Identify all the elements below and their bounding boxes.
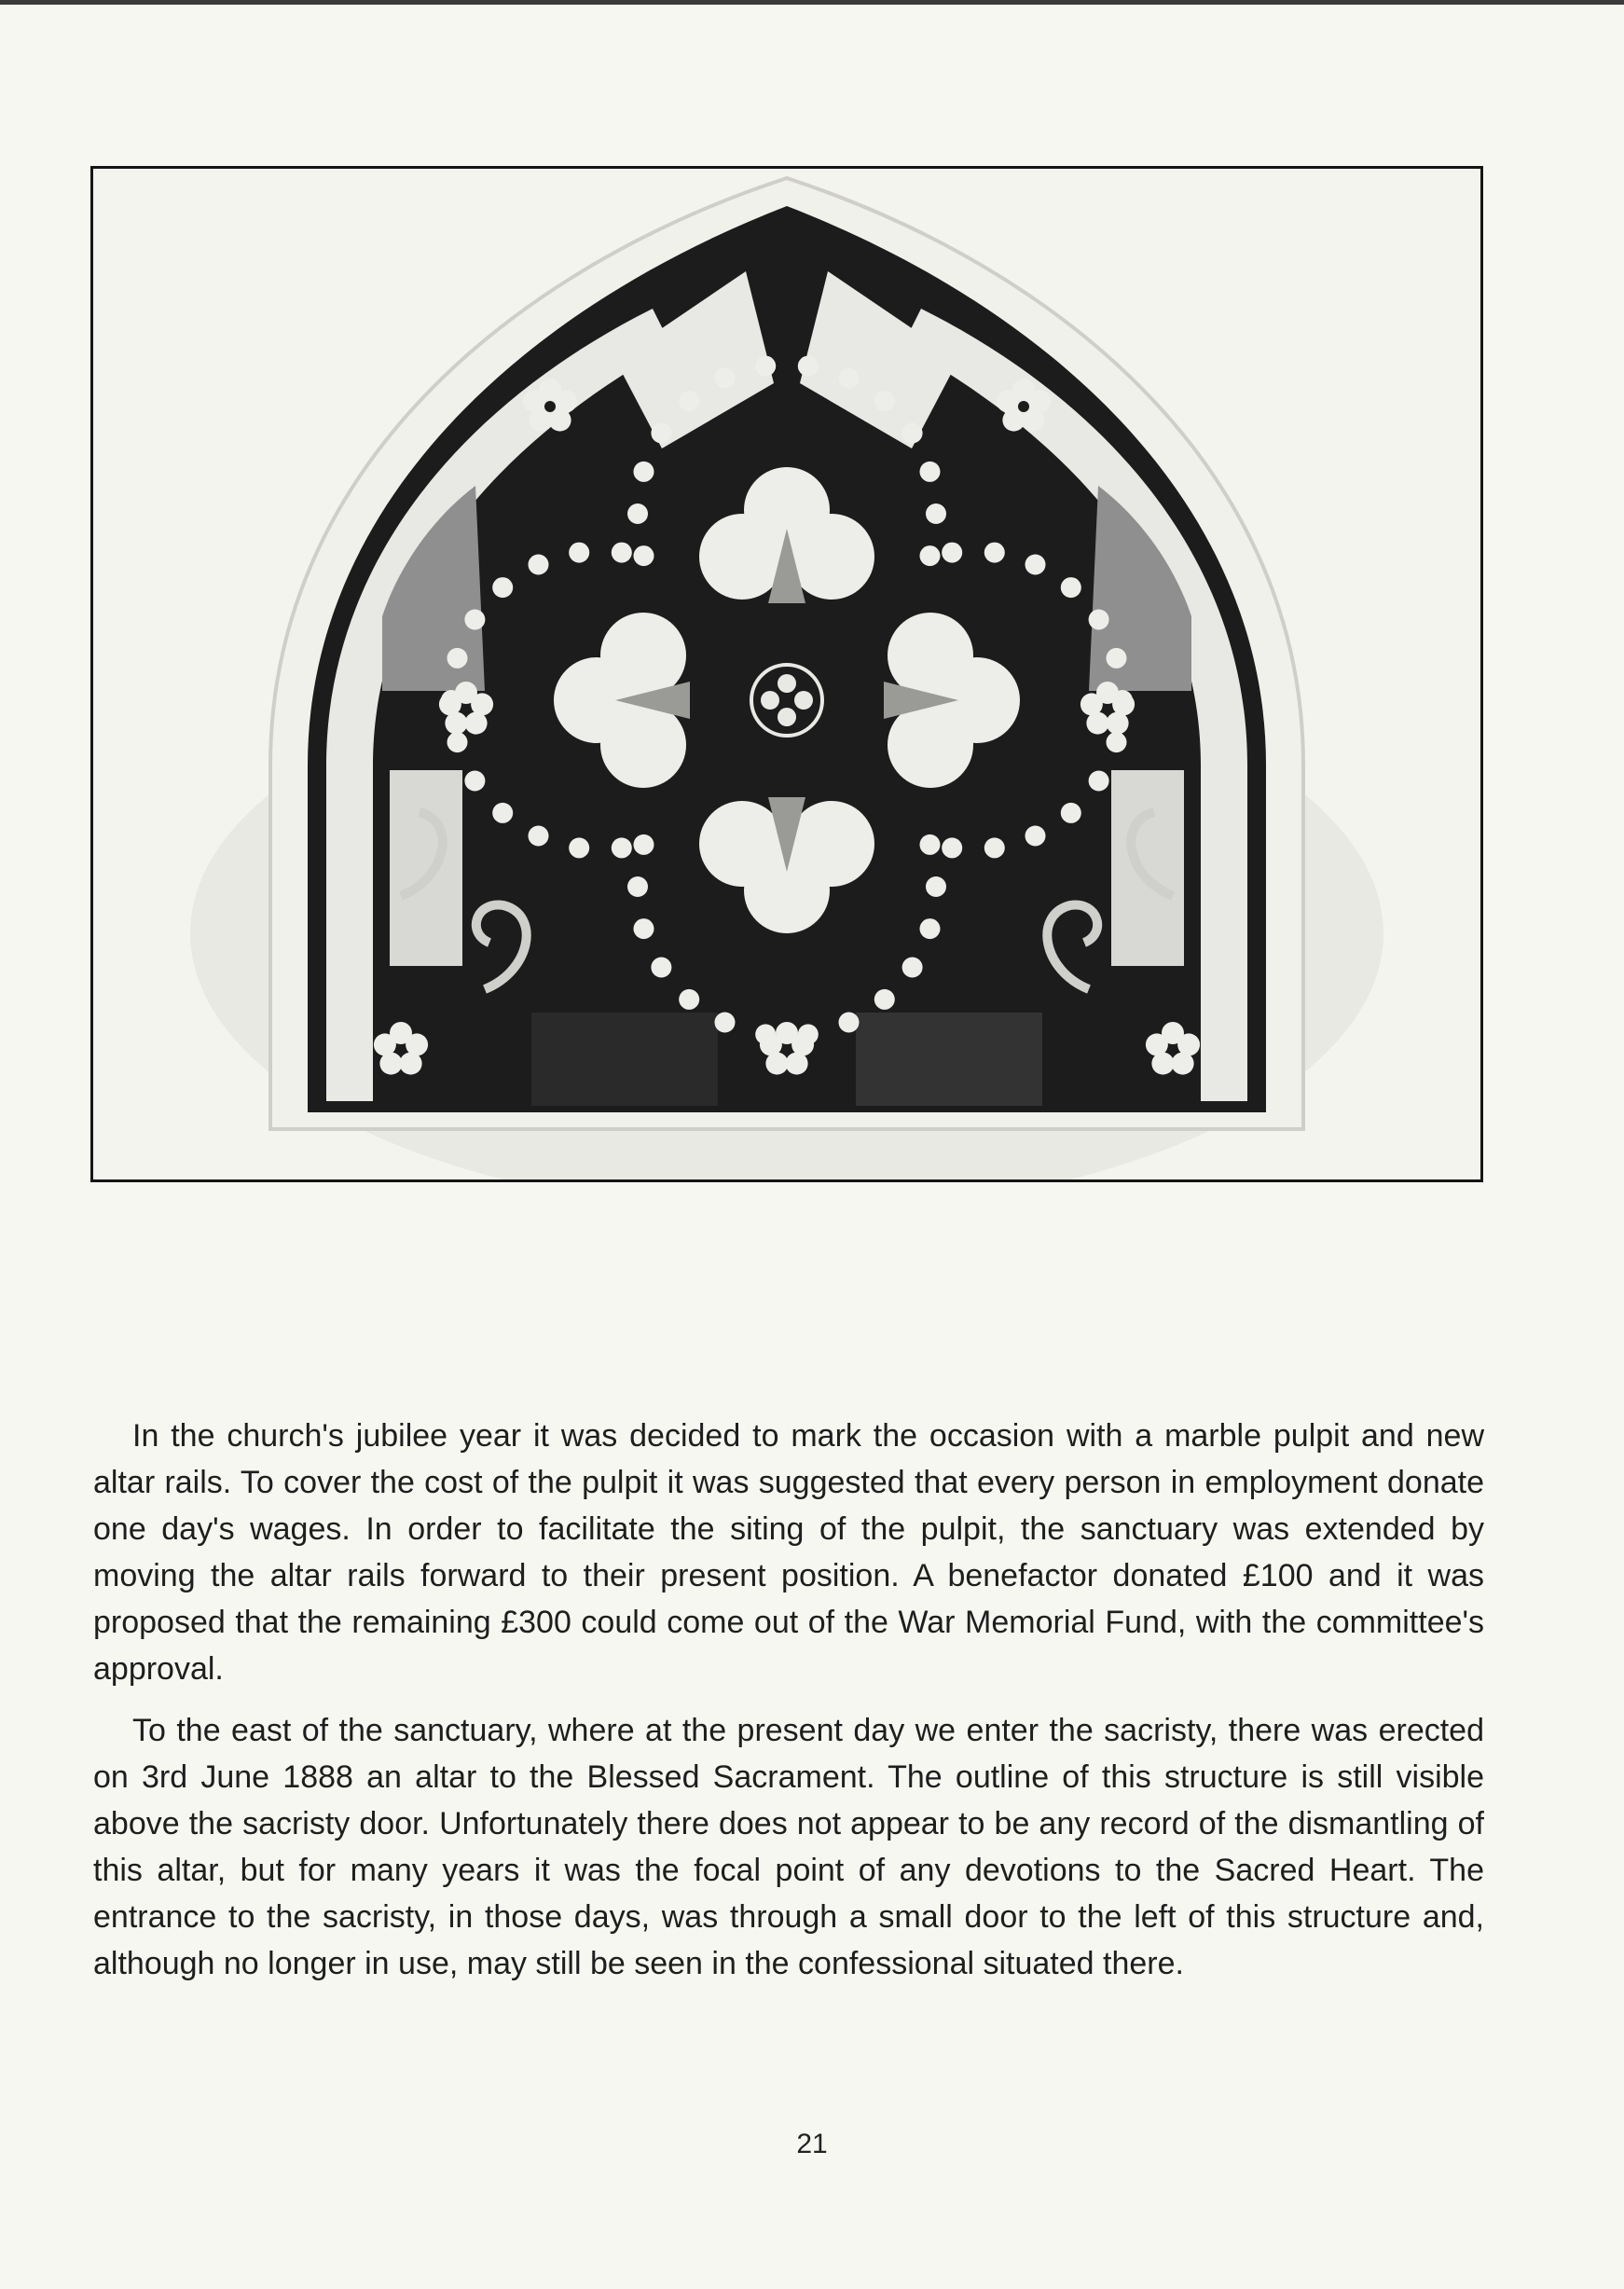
pearl-bead bbox=[715, 1013, 736, 1033]
pearl-bead bbox=[874, 989, 895, 1010]
pearl-bead bbox=[902, 423, 923, 444]
pearl-bead bbox=[447, 648, 468, 669]
pearl-bead bbox=[612, 837, 632, 858]
pearl-bead bbox=[984, 543, 1005, 563]
pearl-bead bbox=[1025, 555, 1046, 575]
pearl-bead bbox=[926, 503, 946, 524]
pearl-bead bbox=[634, 918, 654, 939]
pearl-bead bbox=[942, 543, 962, 563]
pearl-bead bbox=[634, 834, 654, 855]
pearl-bead bbox=[679, 989, 699, 1010]
pearl-bead bbox=[1061, 803, 1081, 823]
pearl-bead bbox=[627, 876, 648, 897]
pearl-bead bbox=[920, 918, 941, 939]
pearl-bead bbox=[1025, 826, 1046, 847]
page-number: 21 bbox=[796, 2129, 828, 2159]
paragraph-jubilee: In the church's jubilee year it was decided to mark the occasion with a marble pulpit and new altar rails. To cover the cost of the pulpit it was suggested that every person in employment donate one day's wages. In order to facilitate the siting of the pulpit, the sanctuary was extended by moving the altar rails forward to their present position. A benefactor donated £100 and it was proposed that the remaining £300 could come out of the War Memorial Fund, with the committee's approval. bbox=[93, 1418, 1484, 1687]
pearl-bead bbox=[920, 545, 941, 566]
pearl-bead bbox=[464, 771, 485, 792]
pearl-bead bbox=[634, 545, 654, 566]
pearl-bead bbox=[1061, 577, 1081, 598]
pearl-bead bbox=[920, 462, 941, 482]
pearl-bead bbox=[651, 958, 671, 978]
pearl-bead bbox=[839, 1013, 860, 1033]
pearl-bead bbox=[1089, 610, 1109, 630]
stained-glass-window-image bbox=[93, 169, 1480, 1179]
pearl-bead bbox=[529, 555, 549, 575]
pearl-bead bbox=[627, 503, 648, 524]
pearl-bead bbox=[651, 423, 671, 444]
paragraph-sacristy: To the east of the sanctuary, where at the present day we enter the sacristy, there was erected on 3rd June 1888 an altar to the Blessed Sacrament. The outline of this structure is still visible above the sacristy door. Unfortunately there does not appear to be any record of the dismantling of this altar, but for many years it was the focal point of any devotions to the Sacred Heart. The entrance to the sacristy, in those days, was through a small door to the left of this structure and, although no longer in use, may still be seen in the confessional situated there. bbox=[93, 1713, 1484, 1981]
pearl-bead bbox=[634, 462, 654, 482]
center-rosette bbox=[751, 665, 822, 736]
pearl-bead bbox=[492, 803, 513, 823]
pearl-bead bbox=[1089, 771, 1109, 792]
pearl-bead bbox=[798, 356, 819, 377]
pearl-bead bbox=[902, 958, 923, 978]
pearl-bead bbox=[679, 391, 699, 411]
pearl-bead bbox=[839, 368, 860, 389]
pearl-bead bbox=[984, 837, 1005, 858]
pearl-bead bbox=[464, 610, 485, 630]
pearl-bead bbox=[926, 876, 946, 897]
body-text bbox=[93, 1413, 1484, 2002]
pearl-bead bbox=[569, 543, 589, 563]
pearl-bead bbox=[755, 356, 776, 377]
pearl-bead bbox=[529, 826, 549, 847]
figure-frame bbox=[90, 166, 1483, 1182]
pearl-bead bbox=[447, 732, 468, 752]
pearl-bead bbox=[1107, 648, 1127, 669]
page-top-edge bbox=[0, 0, 1624, 5]
pearl-bead bbox=[874, 391, 895, 411]
pearl-bead bbox=[715, 368, 736, 389]
pearl-bead bbox=[920, 834, 941, 855]
pearl-bead bbox=[942, 837, 962, 858]
pearl-bead bbox=[492, 577, 513, 598]
pearl-bead bbox=[612, 543, 632, 563]
pearl-bead bbox=[1107, 732, 1127, 752]
pearl-bead bbox=[569, 837, 589, 858]
